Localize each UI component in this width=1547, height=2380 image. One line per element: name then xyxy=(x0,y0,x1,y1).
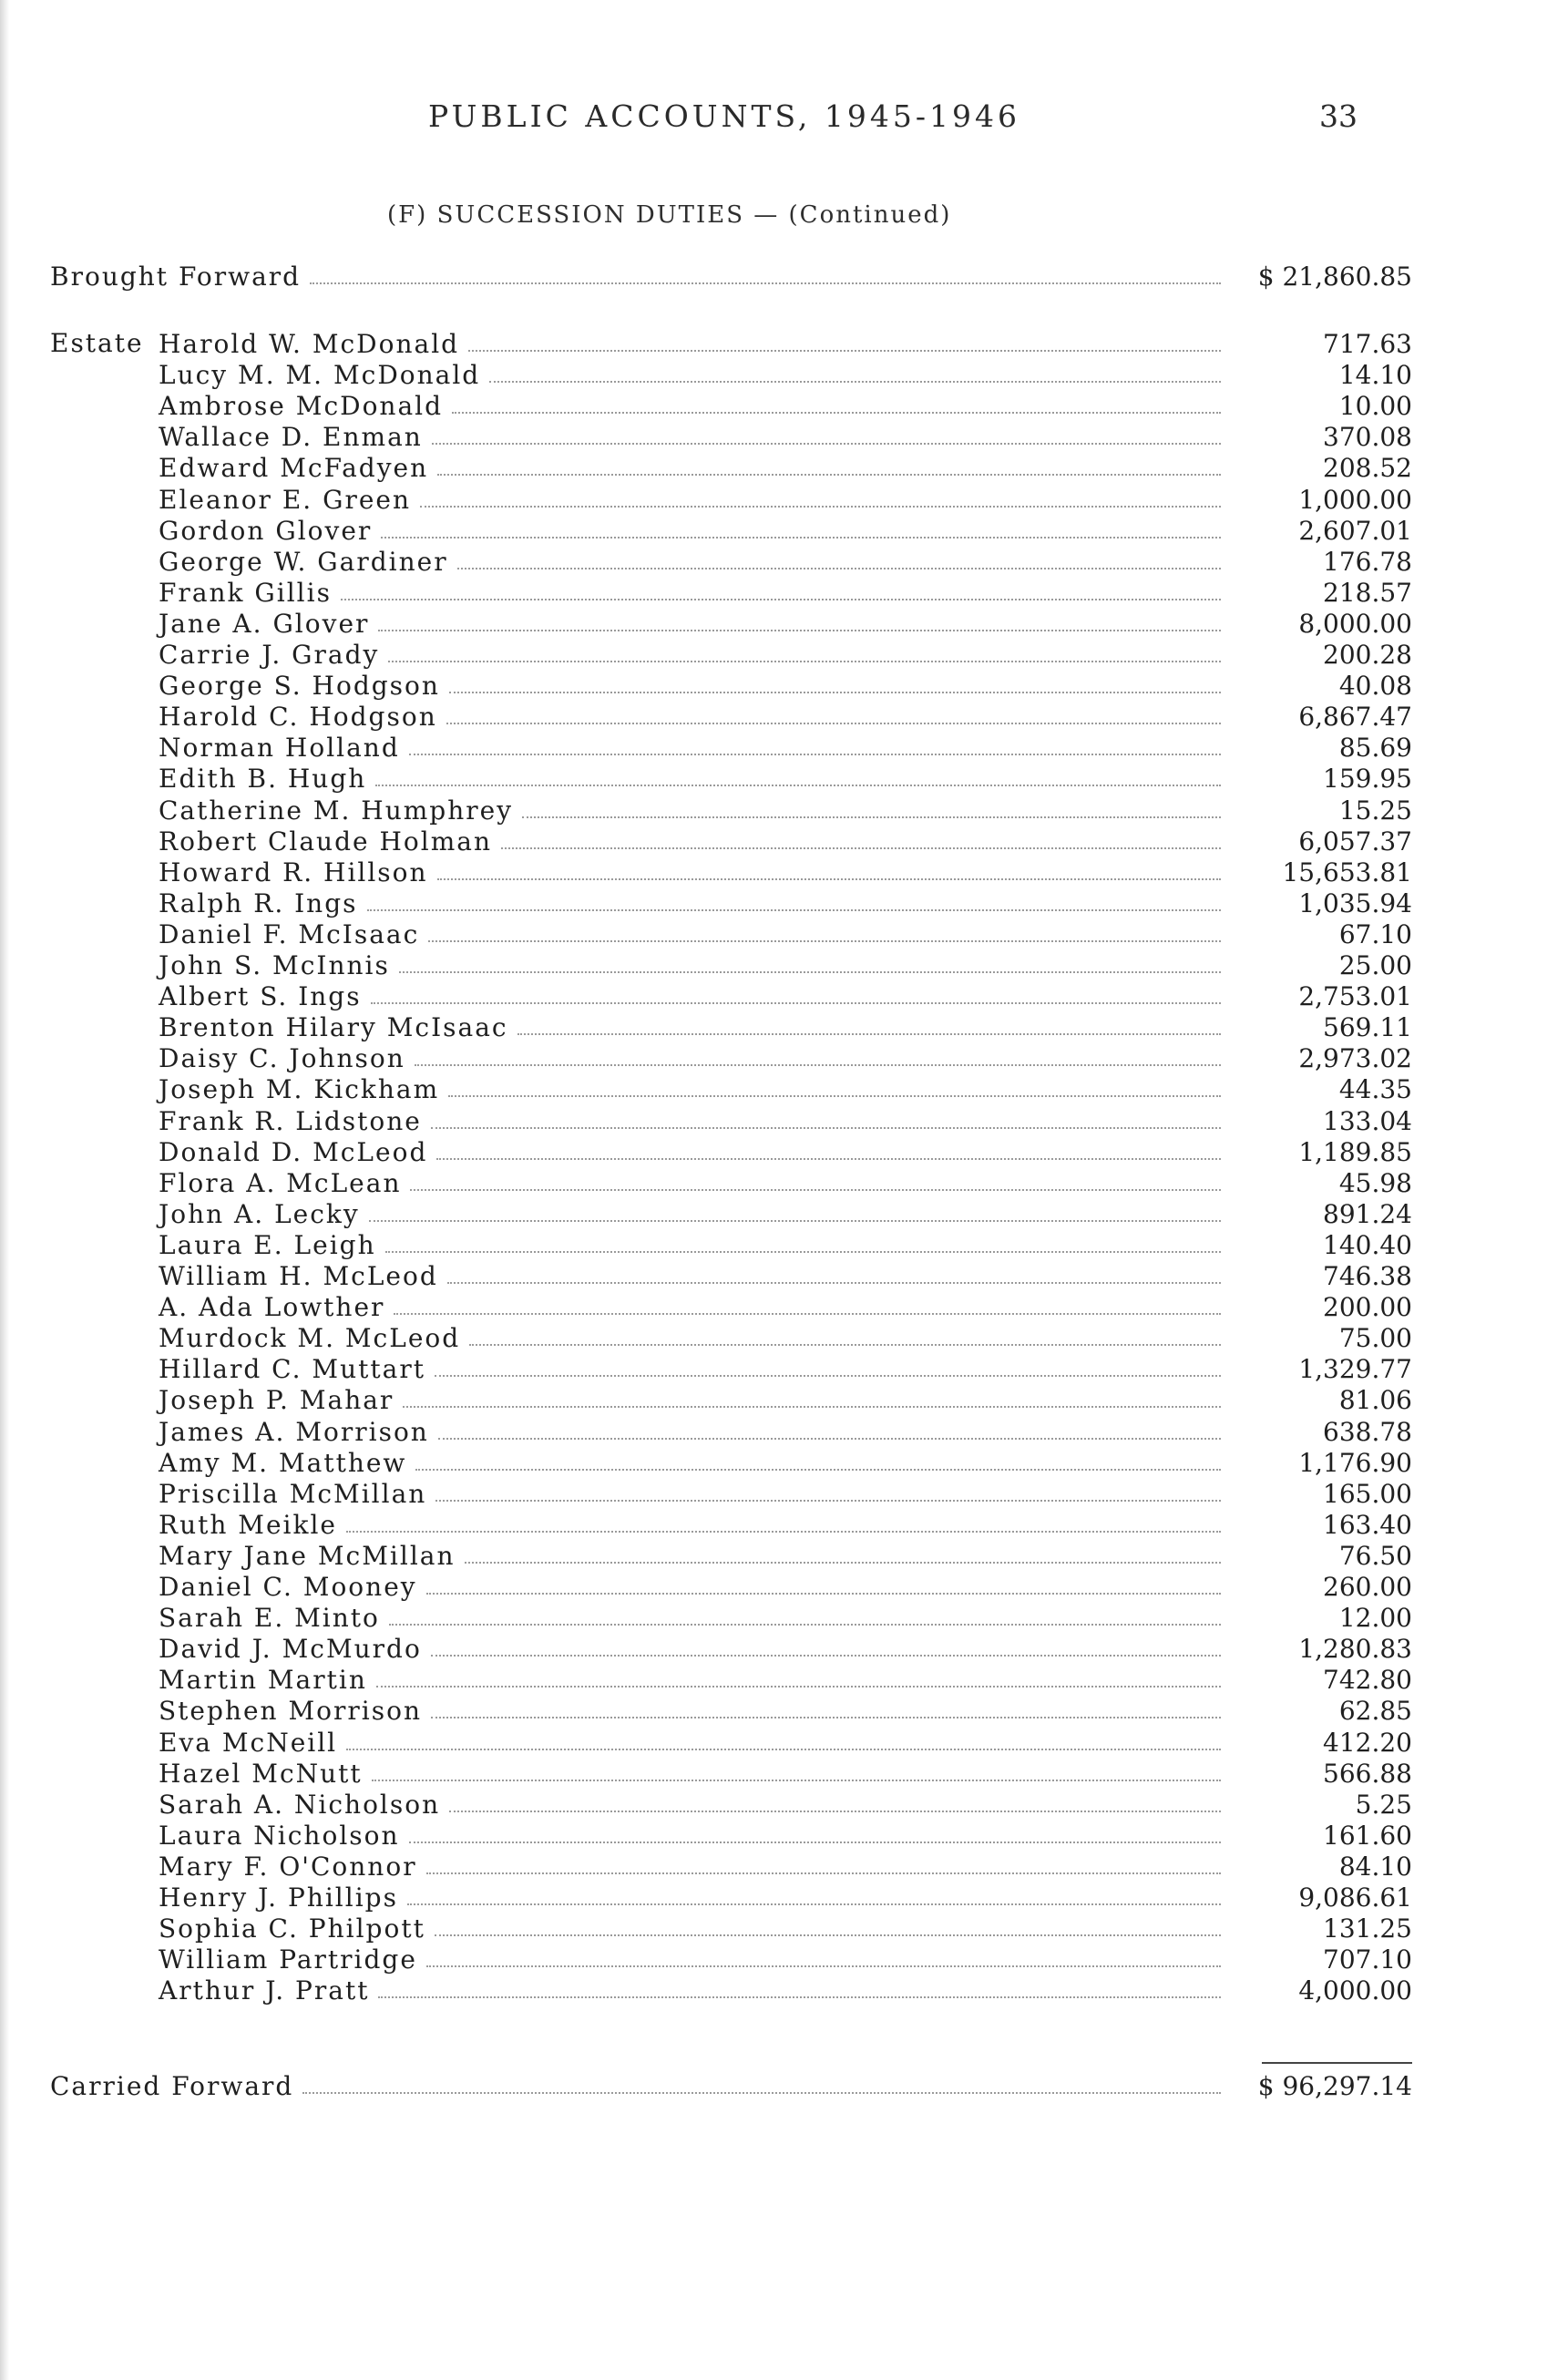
dot-leader xyxy=(409,1841,1221,1843)
estate-entry-name: Arthur J. Pratt xyxy=(159,1975,370,2006)
estate-entry-name: Frank Gillis xyxy=(159,578,332,608)
dot-leader xyxy=(468,350,1221,352)
estate-entry-row xyxy=(159,1820,1412,1852)
carried-forward-label: Carried Forward xyxy=(50,2071,294,2101)
estate-entry-amount: 84.10 xyxy=(1338,1852,1412,1882)
estate-entry-row xyxy=(159,484,1412,517)
estate-entry-name: Brenton Hilary McIsaac xyxy=(159,1012,508,1042)
estate-entry-row xyxy=(159,577,1412,610)
estate-entry-name: Mary Jane McMillan xyxy=(159,1541,456,1571)
estate-entry-row xyxy=(159,857,1412,889)
estate-entry-name: Ambrose McDonald xyxy=(159,391,444,421)
estate-entry-amount: 2,753.01 xyxy=(1298,981,1412,1011)
dot-leader xyxy=(426,1872,1221,1874)
estate-entry-name: Howard R. Hillson xyxy=(159,857,428,887)
dot-leader xyxy=(415,1469,1221,1471)
estate-entry-name: Stephen Morrison xyxy=(159,1696,422,1726)
page-edge xyxy=(0,0,9,2380)
estate-entry-row xyxy=(159,1478,1412,1511)
estate-entry-row xyxy=(159,390,1412,423)
estate-entry-row xyxy=(159,1540,1412,1573)
estate-entry-row xyxy=(159,1322,1412,1355)
estate-entry-row xyxy=(159,1260,1412,1293)
estate-entry-row xyxy=(159,1229,1412,1262)
estate-entry-name: Martin Martin xyxy=(159,1665,367,1695)
dot-leader xyxy=(426,1965,1221,1967)
dot-leader xyxy=(431,1717,1221,1718)
dot-leader xyxy=(447,1282,1221,1284)
estate-entry-row xyxy=(159,887,1412,920)
estate-entry-name: Eleanor E. Green xyxy=(159,485,411,515)
estate-entry-name: Robert Claude Holman xyxy=(159,826,492,857)
section-title: (F) SUCCESSION DUTIES — (Continued) xyxy=(387,201,952,229)
estate-entry-name: William Partridge xyxy=(159,1944,417,1975)
estate-entry-amount: 8,000.00 xyxy=(1298,609,1412,639)
estate-entry-row xyxy=(159,515,1412,548)
estate-entry-name: George S. Hodgson xyxy=(159,671,440,701)
estate-entry-amount: 131.25 xyxy=(1323,1913,1412,1944)
estate-entry-name: Sophia C. Philpott xyxy=(159,1913,425,1944)
page-number: 33 xyxy=(1319,98,1357,134)
estate-entry-amount: 638.78 xyxy=(1323,1417,1412,1447)
estate-entry-amount: 1,035.94 xyxy=(1298,888,1412,918)
dot-leader xyxy=(431,1127,1221,1129)
estate-entry-name: Hillard C. Muttart xyxy=(159,1354,425,1384)
estate-entry-amount: 208.52 xyxy=(1323,453,1412,483)
estate-entry-amount: 5.25 xyxy=(1355,1790,1412,1820)
dot-leader xyxy=(371,1002,1221,1004)
estate-entry-name: Hazel McNutt xyxy=(159,1759,363,1789)
estate-entry-amount: 6,057.37 xyxy=(1298,826,1412,857)
estate-entry-row xyxy=(159,670,1412,703)
estate-entry-name: David J. McMurdo xyxy=(159,1634,422,1664)
estate-entry-amount: 4,000.00 xyxy=(1298,1975,1412,2006)
estate-entry-amount: 176.78 xyxy=(1323,547,1412,577)
estate-entry-amount: 2,607.01 xyxy=(1298,516,1412,546)
dot-leader xyxy=(428,940,1221,942)
estate-entry-amount: 566.88 xyxy=(1323,1759,1412,1789)
estate-entry-name: Daisy C. Johnson xyxy=(159,1043,405,1073)
estate-entry-amount: 161.60 xyxy=(1323,1821,1412,1851)
dot-leader xyxy=(448,1095,1221,1097)
estate-entry-name: Henry J. Phillips xyxy=(159,1882,398,1913)
estate-entry-name: Norman Holland xyxy=(159,733,400,763)
estate-entry-amount: 1,280.83 xyxy=(1298,1634,1412,1664)
estate-entry-name: Edward McFadyen xyxy=(159,453,429,483)
estate-entry-name: A. Ada Lowther xyxy=(159,1292,385,1322)
estate-entry-row xyxy=(159,1447,1412,1480)
estate-entry-amount: 133.04 xyxy=(1323,1106,1412,1136)
estate-entry-name: Edith B. Hugh xyxy=(159,764,367,794)
dot-leader xyxy=(449,692,1221,693)
estate-entry-row xyxy=(159,1789,1412,1821)
dot-leader xyxy=(435,1500,1221,1502)
brought-forward-row xyxy=(50,261,1412,293)
estate-entry-amount: 707.10 xyxy=(1323,1944,1412,1975)
estate-entry-row xyxy=(159,608,1412,641)
dot-leader xyxy=(415,1064,1221,1066)
estate-entry-name: James A. Morrison xyxy=(159,1417,429,1447)
estate-entry-amount: 44.35 xyxy=(1338,1074,1412,1104)
dot-leader xyxy=(431,1655,1221,1657)
estate-entry-row xyxy=(159,949,1412,982)
estate-entry-amount: 1,000.00 xyxy=(1298,485,1412,515)
estate-entry-amount: 12.00 xyxy=(1338,1603,1412,1633)
dot-leader xyxy=(517,1033,1221,1035)
dot-leader xyxy=(372,1780,1221,1781)
estate-entry-amount: 717.63 xyxy=(1323,329,1412,359)
estate-entry-name: Gordon Glover xyxy=(159,516,373,546)
estate-entry-row xyxy=(159,328,1412,361)
estate-entry-row xyxy=(159,701,1412,733)
estate-entry-amount: 15,653.81 xyxy=(1282,857,1412,887)
estate-entry-name: Priscilla McMillan xyxy=(159,1479,427,1509)
estate-entry-amount: 218.57 xyxy=(1323,578,1412,608)
estate-entry-row xyxy=(159,1105,1412,1138)
dot-leader xyxy=(435,1375,1221,1377)
estate-entry-amount: 62.85 xyxy=(1338,1696,1412,1726)
estate-entry-name: John S. McInnis xyxy=(159,950,390,980)
estate-entry-name: Carrie J. Grady xyxy=(159,640,380,670)
estate-entry-name: Joseph M. Kickham xyxy=(159,1074,440,1104)
estate-entry-amount: 569.11 xyxy=(1323,1012,1412,1042)
estate-entry-amount: 742.80 xyxy=(1323,1665,1412,1695)
estate-entry-name: Wallace D. Enman xyxy=(159,422,423,452)
dot-leader xyxy=(407,1903,1221,1905)
estate-entry-amount: 14.10 xyxy=(1338,360,1412,390)
estate-entry-amount: 200.28 xyxy=(1323,640,1412,670)
estate-entry-name: Laura Nicholson xyxy=(159,1821,400,1851)
dot-leader xyxy=(403,1406,1221,1408)
dot-leader xyxy=(465,1562,1221,1564)
estate-entry-amount: 45.98 xyxy=(1338,1168,1412,1198)
dot-leader xyxy=(420,506,1221,508)
estate-entry-amount: 159.95 xyxy=(1323,764,1412,794)
estate-entry-row xyxy=(159,1198,1412,1231)
estate-entry-name: Lucy M. M. McDonald xyxy=(159,360,481,390)
estate-entry-row xyxy=(159,1011,1412,1044)
estate-entry-name: Ralph R. Ings xyxy=(159,888,358,918)
dot-leader xyxy=(388,661,1221,662)
estate-entry-amount: 140.40 xyxy=(1323,1230,1412,1260)
estate-entry-row xyxy=(159,1758,1412,1790)
estate-entry-name: Eva McNeill xyxy=(159,1728,338,1758)
carried-forward-row xyxy=(50,2070,1412,2103)
dot-leader xyxy=(438,1438,1221,1440)
estate-entry-amount: 1,176.90 xyxy=(1298,1448,1412,1478)
carried-forward-amount: $ 96,297.14 xyxy=(1257,2071,1412,2101)
dot-leader xyxy=(489,381,1221,383)
estate-entry-name: Amy M. Matthew xyxy=(159,1448,407,1478)
estate-entry-amount: 25.00 xyxy=(1338,950,1412,980)
estate-entry-row xyxy=(159,732,1412,764)
dot-leader xyxy=(389,1624,1221,1626)
dot-leader xyxy=(501,847,1221,849)
dot-leader xyxy=(346,1749,1221,1750)
estate-entry-name: George W. Gardiner xyxy=(159,547,448,577)
estate-entry-name: Joseph P. Mahar xyxy=(159,1385,394,1415)
estate-entry-row xyxy=(159,1167,1412,1200)
estate-entry-name: William H. McLeod xyxy=(159,1261,438,1291)
dot-leader xyxy=(409,754,1221,755)
dot-leader xyxy=(310,282,1221,284)
estate-entry-amount: 75.00 xyxy=(1338,1323,1412,1353)
estate-entry-name: Ruth Meikle xyxy=(159,1510,337,1540)
dot-leader xyxy=(436,1158,1221,1160)
estate-entry-row xyxy=(159,1416,1412,1449)
estate-entry-name: Daniel C. Mooney xyxy=(159,1572,417,1602)
total-rule xyxy=(1262,2062,1412,2064)
estate-entry-row xyxy=(159,546,1412,579)
estate-entry-amount: 163.40 xyxy=(1323,1510,1412,1540)
estate-entry-name: Albert S. Ings xyxy=(159,981,362,1011)
estate-entry-row xyxy=(159,795,1412,827)
estate-entry-amount: 260.00 xyxy=(1323,1572,1412,1602)
dot-leader xyxy=(437,878,1221,880)
estate-entry-amount: 9,086.61 xyxy=(1298,1882,1412,1913)
estate-entry-name: Laura E. Leigh xyxy=(159,1230,376,1260)
estate-entry-amount: 891.24 xyxy=(1323,1199,1412,1229)
estate-entry-amount: 412.20 xyxy=(1323,1728,1412,1758)
dot-leader xyxy=(426,1593,1221,1595)
estate-entry-row xyxy=(159,1291,1412,1324)
estate-entry-row xyxy=(159,639,1412,672)
estate-entry-row xyxy=(159,1882,1412,1914)
dot-leader xyxy=(346,1531,1221,1533)
dot-leader xyxy=(457,568,1221,569)
dot-leader xyxy=(367,909,1222,911)
estate-entry-row xyxy=(159,1042,1412,1075)
estate-entry-name: Catherine M. Humphrey xyxy=(159,795,514,826)
page-header-title: PUBLIC ACCOUNTS, 1945-1946 xyxy=(428,98,1020,134)
estate-entry-name: Donald D. McLeod xyxy=(159,1137,428,1167)
estate-entry-amount: 370.08 xyxy=(1323,422,1412,452)
estate-entry-row xyxy=(159,359,1412,392)
dot-leader xyxy=(410,1189,1221,1191)
dot-leader xyxy=(385,1251,1221,1253)
estate-entry-row xyxy=(159,1353,1412,1386)
estate-entry-amount: 76.50 xyxy=(1338,1541,1412,1571)
estate-entry-name: John A. Lecky xyxy=(159,1199,360,1229)
dot-leader xyxy=(378,630,1221,631)
estate-entry-amount: 15.25 xyxy=(1338,795,1412,826)
estate-entry-name: Frank R. Lidstone xyxy=(159,1106,422,1136)
estate-entry-name: Flora A. McLean xyxy=(159,1168,402,1198)
estate-entry-row xyxy=(159,1073,1412,1106)
estate-entry-row xyxy=(159,452,1412,485)
estate-entry-row xyxy=(159,826,1412,858)
dot-leader xyxy=(432,443,1221,445)
estate-entry-amount: 2,973.02 xyxy=(1298,1043,1412,1073)
estate-entry-amount: 40.08 xyxy=(1338,671,1412,701)
dot-leader xyxy=(469,1344,1221,1346)
estate-entry-amount: 1,189.85 xyxy=(1298,1137,1412,1167)
estate-entry-amount: 746.38 xyxy=(1323,1261,1412,1291)
dot-leader xyxy=(341,599,1221,600)
estate-entry-row xyxy=(159,1975,1412,2007)
estate-entry-amount: 10.00 xyxy=(1338,391,1412,421)
estate-label: Estate xyxy=(50,328,144,358)
estate-entry-amount: 165.00 xyxy=(1323,1479,1412,1509)
dot-leader xyxy=(399,971,1221,973)
dot-leader xyxy=(302,2092,1221,2094)
estate-entry-row xyxy=(159,1695,1412,1728)
estate-entry-row xyxy=(159,918,1412,951)
estate-entry-row xyxy=(159,1602,1412,1635)
dot-leader xyxy=(522,816,1221,818)
estate-entry-name: Jane A. Glover xyxy=(159,609,370,639)
estate-entry-amount: 81.06 xyxy=(1338,1385,1412,1415)
dot-leader xyxy=(394,1313,1221,1315)
estate-entry-name: Harold W. McDonald xyxy=(159,329,460,359)
estate-entry-amount: 1,329.77 xyxy=(1298,1354,1412,1384)
estate-entry-row xyxy=(159,1571,1412,1604)
dot-leader xyxy=(381,537,1221,539)
estate-entry-amount: 67.10 xyxy=(1338,919,1412,949)
estate-entry-name: Murdock M. McLeod xyxy=(159,1323,461,1353)
estate-entry-row xyxy=(159,980,1412,1013)
estate-entry-row xyxy=(159,1136,1412,1169)
estate-entry-name: Harold C. Hodgson xyxy=(159,702,437,732)
dot-leader xyxy=(437,474,1221,476)
estate-entry-row xyxy=(159,1851,1412,1883)
estate-entry-row xyxy=(159,421,1412,454)
brought-forward-amount: $ 21,860.85 xyxy=(1257,262,1412,292)
estate-entry-row xyxy=(159,1727,1412,1759)
estate-entry-amount: 6,867.47 xyxy=(1298,702,1412,732)
brought-forward-label: Brought Forward xyxy=(50,262,302,292)
estate-entry-name: Mary F. O'Connor xyxy=(159,1852,417,1882)
dot-leader xyxy=(435,1934,1221,1936)
estate-entry-name: Sarah A. Nicholson xyxy=(159,1790,441,1820)
estate-entry-row xyxy=(159,1509,1412,1542)
dot-leader xyxy=(369,1220,1221,1222)
estate-entry-name: Daniel F. McIsaac xyxy=(159,919,420,949)
dot-leader xyxy=(446,723,1221,724)
estate-entry-amount: 85.69 xyxy=(1338,733,1412,763)
estate-entry-row xyxy=(159,1664,1412,1697)
estate-entry-name: Sarah E. Minto xyxy=(159,1603,380,1633)
estate-entry-row xyxy=(159,1384,1412,1417)
dot-leader xyxy=(376,1686,1221,1688)
dot-leader xyxy=(449,1811,1221,1812)
dot-leader xyxy=(452,412,1221,414)
estate-entry-row xyxy=(159,763,1412,795)
estate-entry-row xyxy=(159,1944,1412,1976)
estate-entry-row xyxy=(159,1913,1412,1945)
estate-entry-row xyxy=(159,1633,1412,1666)
dot-leader xyxy=(375,785,1221,786)
dot-leader xyxy=(378,1996,1221,1998)
estate-entry-amount: 200.00 xyxy=(1323,1292,1412,1322)
